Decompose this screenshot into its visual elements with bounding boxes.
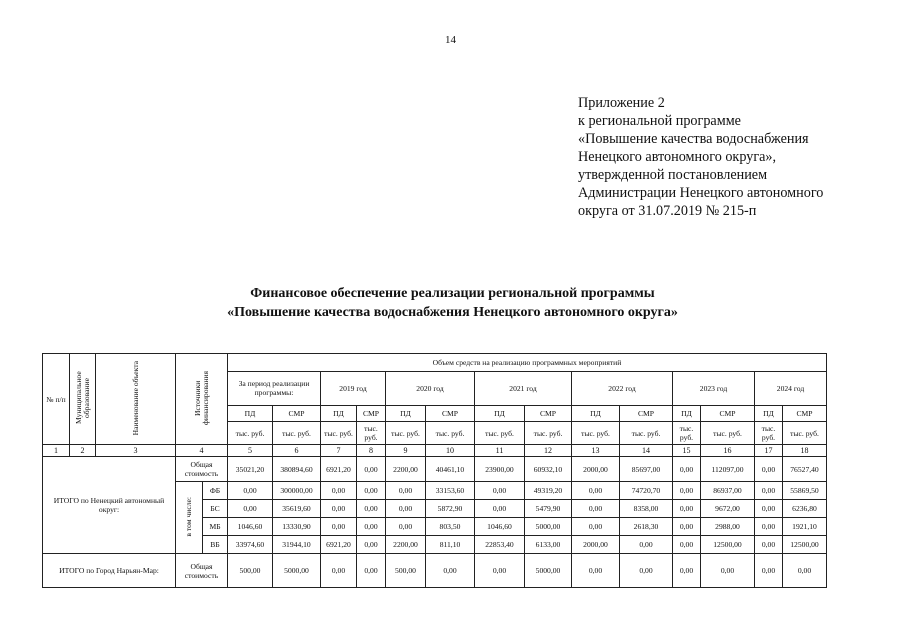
header-smr: СМР	[620, 405, 673, 422]
header-year-2020: 2020 год	[386, 371, 475, 405]
header-smr: СМР	[273, 405, 321, 422]
fb-cell: 0,00	[386, 482, 426, 500]
col-number: 15	[673, 445, 701, 457]
mb-cell: 0,00	[572, 518, 620, 536]
header-unit: тыс. руб.	[783, 422, 827, 445]
header-pd: ПД	[228, 405, 273, 422]
total-nao-cell: 2200,00	[386, 457, 426, 482]
header-year-2022: 2022 год	[572, 371, 673, 405]
col-number: 3	[96, 445, 176, 457]
vb-cell: 6921,20	[321, 536, 357, 554]
total-nao-cell: 0,00	[357, 457, 386, 482]
total-nao-cell: 40461,10	[426, 457, 475, 482]
fb-cell: 74720,70	[620, 482, 673, 500]
bs-cell: 0,00	[755, 500, 783, 518]
appendix-line: к региональной программе	[578, 113, 741, 129]
source-fb: ФБ	[203, 482, 228, 500]
col-number: 14	[620, 445, 673, 457]
header-pd: ПД	[673, 405, 701, 422]
vb-cell: 12500,00	[701, 536, 755, 554]
appendix-line: Приложение 2	[578, 95, 665, 111]
vb-cell: 33974,60	[228, 536, 273, 554]
fb-cell: 300000,00	[273, 482, 321, 500]
total-nao-cell: 112097,00	[701, 457, 755, 482]
header-unit: тыс. руб.	[475, 422, 525, 445]
mb-cell: 2618,30	[620, 518, 673, 536]
bs-cell: 0,00	[386, 500, 426, 518]
bs-cell: 0,00	[572, 500, 620, 518]
mb-cell: 13330,90	[273, 518, 321, 536]
vb-cell: 2200,00	[386, 536, 426, 554]
fb-cell: 0,00	[673, 482, 701, 500]
fb-cell: 0,00	[321, 482, 357, 500]
source-vb: ВБ	[203, 536, 228, 554]
total-naryan-cell: 0,00	[475, 554, 525, 588]
total-naryan-cell: 0,00	[701, 554, 755, 588]
header-unit: тыс. руб.	[273, 422, 321, 445]
page-number: 14	[445, 34, 456, 46]
header-smr: СМР	[783, 405, 827, 422]
bs-cell: 9672,00	[701, 500, 755, 518]
col-number: 17	[755, 445, 783, 457]
col-number: 8	[357, 445, 386, 457]
bs-cell: 0,00	[673, 500, 701, 518]
total-nao-cell: 0,00	[673, 457, 701, 482]
total-naryan-cell: 5000,00	[525, 554, 572, 588]
source-mb: МБ	[203, 518, 228, 536]
header-pd: ПД	[755, 405, 783, 422]
total-naryan-cell: 0,00	[783, 554, 827, 588]
col-number: 9	[386, 445, 426, 457]
total-naryan-cell: 5000,00	[273, 554, 321, 588]
appendix-line: Ненецкого автономного округа»,	[578, 149, 777, 165]
mb-cell: 1921,10	[783, 518, 827, 536]
total-nao-cell: 60932,10	[525, 457, 572, 482]
header-pd: ПД	[321, 405, 357, 422]
vb-cell: 31944,10	[273, 536, 321, 554]
col-number: 5	[228, 445, 273, 457]
mb-cell: 0,00	[755, 518, 783, 536]
header-volume: Объем средств на реализацию программных мероприятий	[228, 354, 827, 372]
header-smr: СМР	[701, 405, 755, 422]
header-object: Наименование объекта	[96, 354, 176, 445]
header-unit: тыс. руб.	[321, 422, 357, 445]
header-period: За период реализации программы:	[228, 371, 321, 405]
col-number: 12	[525, 445, 572, 457]
total-nao-cell: 23900,00	[475, 457, 525, 482]
in-that-number-label: в том числе:	[176, 482, 203, 554]
bs-cell: 0,00	[357, 500, 386, 518]
mb-cell: 0,00	[321, 518, 357, 536]
financing-table	[42, 353, 827, 588]
total-nao-cell: 35021,20	[228, 457, 273, 482]
mb-cell: 5000,00	[525, 518, 572, 536]
appendix-line: Администрации Ненецкого автономного	[578, 185, 824, 201]
mb-cell: 803,50	[426, 518, 475, 536]
title-line-1: Финансовое обеспечение реализации региональной программы	[250, 286, 655, 301]
header-unit: тыс. руб.	[357, 422, 386, 445]
total-naryan-cell: 0,00	[673, 554, 701, 588]
total-nao-cell: 380894,60	[273, 457, 321, 482]
fb-cell: 0,00	[357, 482, 386, 500]
total-naryan-cell: 0,00	[755, 554, 783, 588]
bs-cell: 6236,80	[783, 500, 827, 518]
header-unit: тыс. руб.	[701, 422, 755, 445]
header-pd: ПД	[475, 405, 525, 422]
appendix-block	[578, 94, 878, 220]
col-number: 1	[43, 445, 70, 457]
vb-cell: 22853,40	[475, 536, 525, 554]
header-unit: тыс. руб.	[426, 422, 475, 445]
total-nao-cell: 0,00	[755, 457, 783, 482]
header-pd: ПД	[572, 405, 620, 422]
total-naryan-cell: 0,00	[426, 554, 475, 588]
fb-cell: 0,00	[475, 482, 525, 500]
col-number: 13	[572, 445, 620, 457]
total-nao-cell: 2000,00	[572, 457, 620, 482]
total-naryan-label: ИТОГО по Город Нарьян-Мар:	[43, 554, 176, 588]
fb-cell: 33153,60	[426, 482, 475, 500]
total-naryan-cell: 500,00	[228, 554, 273, 588]
vb-cell: 0,00	[673, 536, 701, 554]
vb-cell: 12500,00	[783, 536, 827, 554]
header-unit: тыс. руб.	[572, 422, 620, 445]
total-cost-label: Общая стоимость	[176, 554, 228, 588]
vb-cell: 0,00	[755, 536, 783, 554]
header-unit: тыс. руб.	[386, 422, 426, 445]
header-year-2021: 2021 год	[475, 371, 572, 405]
appendix-line: «Повышение качества водоснабжения	[578, 131, 809, 147]
total-cost-label: Общая стоимость	[176, 457, 228, 482]
vb-cell: 0,00	[620, 536, 673, 554]
total-naryan-cell: 0,00	[572, 554, 620, 588]
header-unit: тыс. руб.	[228, 422, 273, 445]
mb-cell: 2988,00	[701, 518, 755, 536]
total-naryan-cell: 500,00	[386, 554, 426, 588]
vb-cell: 0,00	[357, 536, 386, 554]
header-sources: Источники финансирования	[176, 354, 228, 445]
col-number: 11	[475, 445, 525, 457]
header-smr: СМР	[426, 405, 475, 422]
vb-cell: 811,10	[426, 536, 475, 554]
fb-cell: 55869,50	[783, 482, 827, 500]
mb-cell: 0,00	[386, 518, 426, 536]
total-naryan-cell: 0,00	[321, 554, 357, 588]
fb-cell: 0,00	[228, 482, 273, 500]
appendix-line: округа от 31.07.2019 № 215-п	[578, 203, 757, 219]
bs-cell: 35619,60	[273, 500, 321, 518]
total-nao-cell: 85697,00	[620, 457, 673, 482]
vb-cell: 2000,00	[572, 536, 620, 554]
title-line-2: «Повышение качества водоснабжения Ненецкого автономного округа»	[227, 305, 678, 320]
header-smr: СМР	[525, 405, 572, 422]
col-number: 7	[321, 445, 357, 457]
header-year-2023: 2023 год	[673, 371, 755, 405]
col-number: 6	[273, 445, 321, 457]
total-nao-label: ИТОГО по Ненецкий автономный округ:	[43, 457, 176, 554]
bs-cell: 0,00	[321, 500, 357, 518]
bs-cell: 0,00	[475, 500, 525, 518]
header-year-2024: 2024 год	[755, 371, 827, 405]
bs-cell: 8358,00	[620, 500, 673, 518]
col-number: 4	[176, 445, 228, 457]
col-number: 18	[783, 445, 827, 457]
fb-cell: 86937,00	[701, 482, 755, 500]
col-number: 2	[70, 445, 96, 457]
col-number: 10	[426, 445, 475, 457]
total-nao-cell: 6921,20	[321, 457, 357, 482]
header-num: № п/п	[43, 354, 70, 445]
mb-cell: 1046,60	[228, 518, 273, 536]
vb-cell: 6133,00	[525, 536, 572, 554]
total-naryan-cell: 0,00	[620, 554, 673, 588]
total-naryan-cell: 0,00	[357, 554, 386, 588]
document-title	[40, 284, 865, 322]
mb-cell: 1046,60	[475, 518, 525, 536]
header-unit: тыс. руб.	[525, 422, 572, 445]
fb-cell: 49319,20	[525, 482, 572, 500]
header-smr: СМР	[357, 405, 386, 422]
fb-cell: 0,00	[572, 482, 620, 500]
col-number: 16	[701, 445, 755, 457]
bs-cell: 0,00	[228, 500, 273, 518]
header-unit: тыс. руб.	[620, 422, 673, 445]
header-unit: тыс. руб.	[755, 422, 783, 445]
header-pd: ПД	[386, 405, 426, 422]
mb-cell: 0,00	[673, 518, 701, 536]
header-unit: тыс. руб.	[673, 422, 701, 445]
bs-cell: 5479,90	[525, 500, 572, 518]
header-municipal: Муниципальное образование	[70, 354, 96, 445]
appendix-line: утвержденной постановлением	[578, 167, 768, 183]
mb-cell: 0,00	[357, 518, 386, 536]
header-year-2019: 2019 год	[321, 371, 386, 405]
source-bs: БС	[203, 500, 228, 518]
bs-cell: 5872,90	[426, 500, 475, 518]
total-nao-cell: 76527,40	[783, 457, 827, 482]
fb-cell: 0,00	[755, 482, 783, 500]
